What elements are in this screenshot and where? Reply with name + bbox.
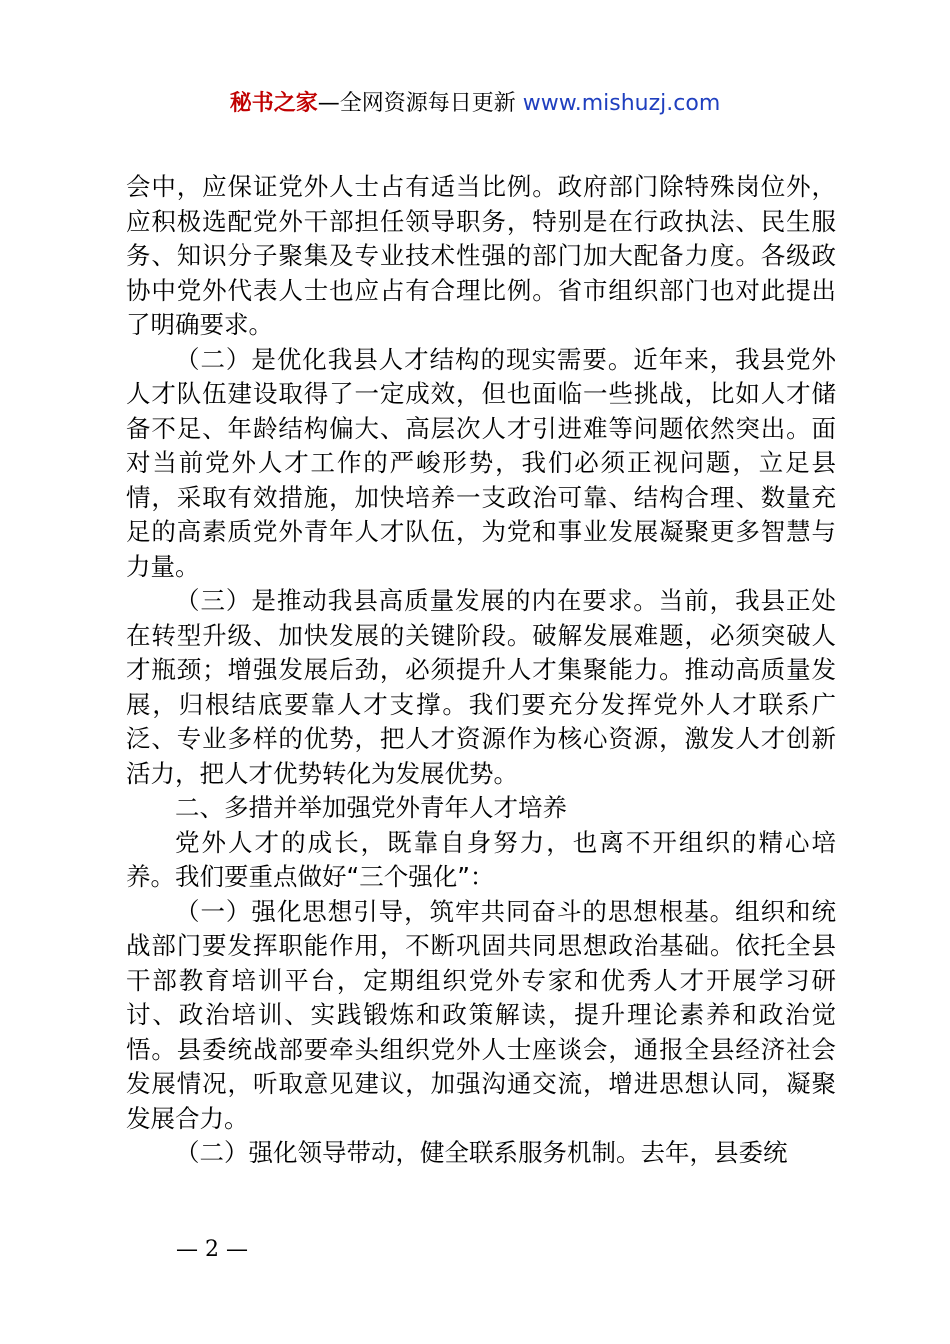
site-header bbox=[0, 86, 950, 122]
paragraph: 会中，应保证党外人士占有适当比例。政府部门除特殊岗位外，应积极选配党外干部担任领导职务，特别是在行政执法、民生服务、知识分子聚集及专业技术性强的部门加大配备力度。各级政协中党外代表人士也应占有合理比例。省市组织部门也对此提出了明确要求。 bbox=[126, 172, 836, 339]
paragraph: 党外人才的成长，既靠自身努力，也离不开组织的精心培养。我们要重点做好“三个强化”： bbox=[126, 827, 836, 891]
page-number: — 2 — bbox=[176, 1237, 248, 1262]
paragraph: （二）是优化我县人才结构的现实需要。近年来，我县党外人才队伍建设取得了一定成效，但也面临一些挑战，比如人才储备不足、年龄结构偏大、高层次人才引进难等问题依然突出。面对当前党外人才工作的严峻形势，我们必须正视问题，立足县情，采取有效措施，加快培养一支政治可靠、结构合理、数量充足的高素质党外青年人才队伍，为党和事业发展凝聚更多智慧与力量。 bbox=[126, 344, 836, 581]
site-name: 秘书之家 bbox=[229, 91, 318, 116]
paragraph: （一）强化思想引导，筑牢共同奋斗的思想根基。组织和统战部门要发挥职能作用，不断巩固共同思想政治基础。依托全县干部教育培训平台，定期组织党外专家和优秀人才开展学习研讨、政治培训、实践锻炼和政策解读，提升理论素养和政治觉悟。县委统战部要牵头组织党外人士座谈会，通报全县经济社会发展情况，听取意见建议，加强沟通交流，增进思想认同，凝聚发展合力。 bbox=[126, 896, 836, 1133]
paragraph: （三）是推动我县高质量发展的内在要求。当前，我县正处在转型升级、加快发展的关键阶段。破解发展难题，必须突破人才瓶颈；增强发展后劲，必须提升人才集聚能力。推动高质量发展，归根结底要靠人才支撑。我们要充分发挥党外人才联系广泛、专业多样的优势，把人才资源作为核心资源，激发人才创新活力，把人才优势转化为发展优势。 bbox=[126, 586, 836, 788]
site-slogan: —全网资源每日更新 bbox=[317, 91, 523, 116]
paragraph: （二）强化领导带动，健全联系服务机制。去年，县委统 bbox=[175, 1138, 788, 1167]
site-url-link[interactable]: www.mishuzj.com bbox=[522, 91, 721, 116]
section-heading: 二、多措并举加强党外青年人才培养 bbox=[175, 793, 567, 822]
document-body bbox=[126, 170, 836, 1171]
